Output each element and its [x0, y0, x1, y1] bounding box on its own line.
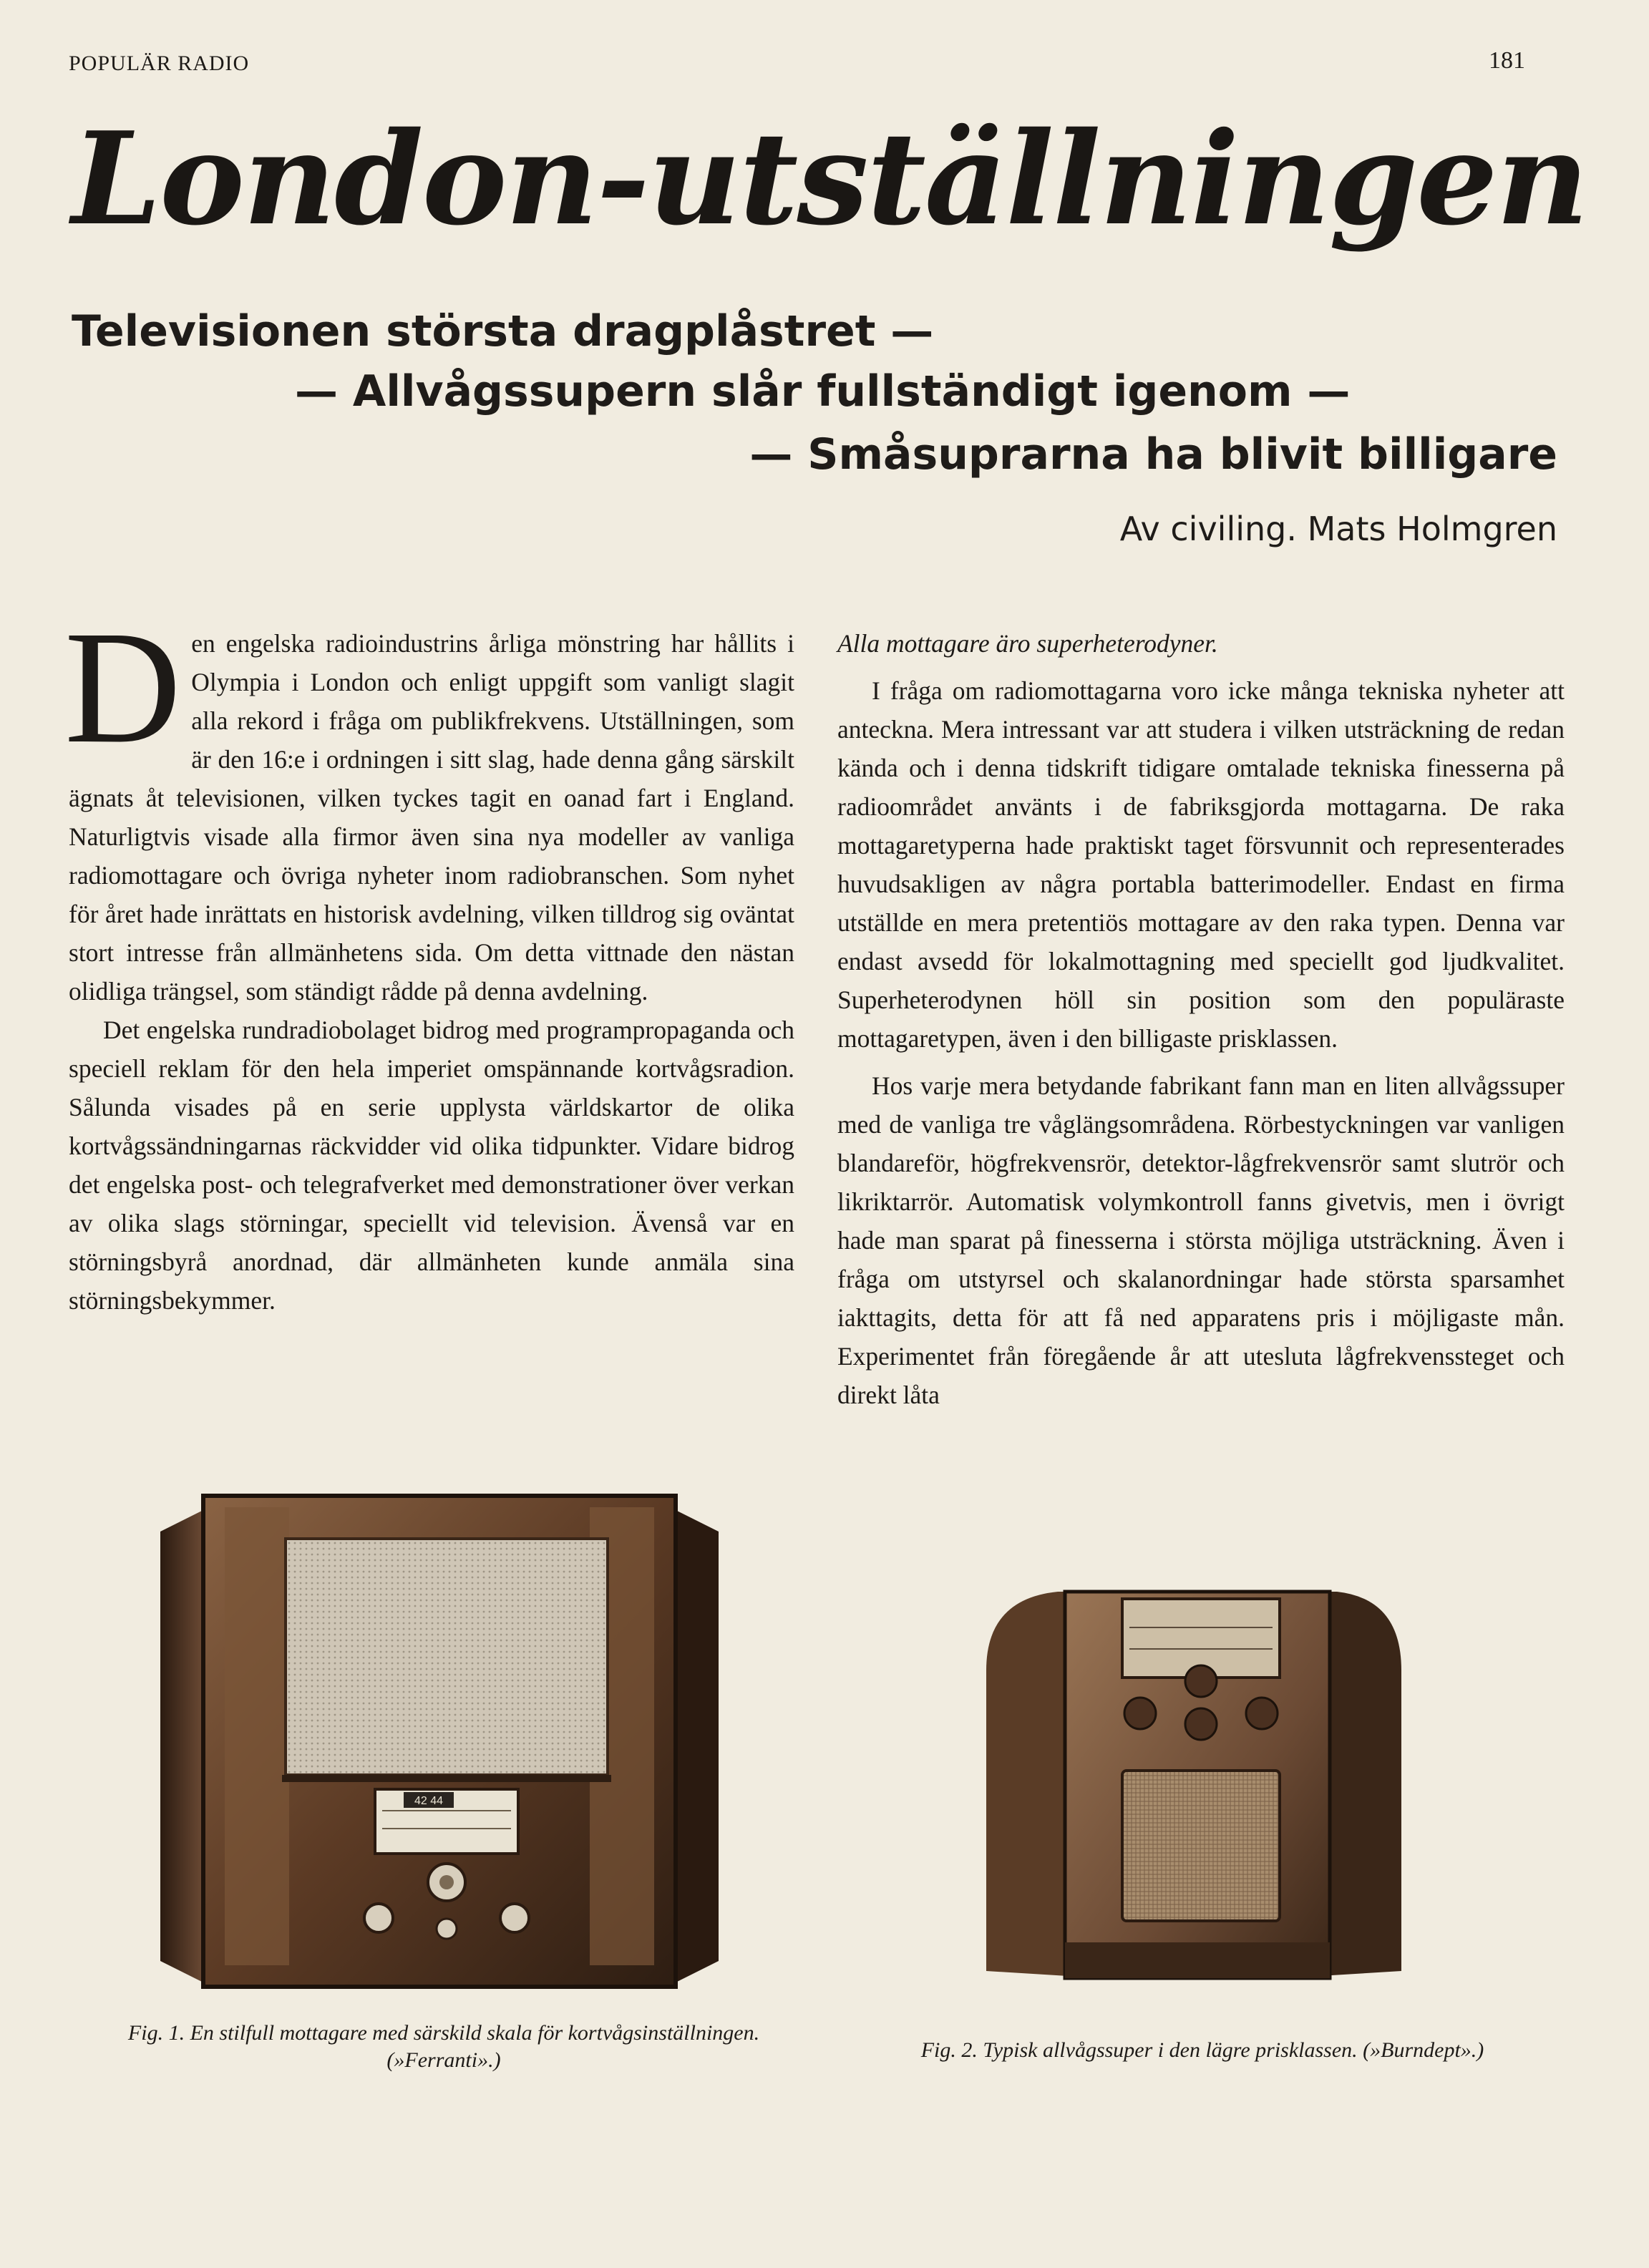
paragraph-1: [64, 598, 794, 1011]
paragraph-1-text: en engelska radioindustrins årliga mönstring har hållits i Olympia i London och enligt uppgift som vanligt slagit alla rekord i fråga om publikfrekvens. Utställningen, som är den 16:e i ordningen i sitt slag, hade denna gång särskilt ägnats åt televisionen, vilken tyckes tagit en oanad fart i England. Naturligtvis visade alla firmor även sina nya modeller av vanliga radiomottagare och övriga nyheter inom radiobranschen. Som nyhet för året hade inrättats en historisk avdelning, vilken tilldrog sig oväntat stort intresse från allmänhetens sida. Om detta vittnade den nästan olidliga trängsel, som ständigt rådde på denna avdelning.: [69, 629, 794, 1006]
paragraph-3: I fråga om radiomottagarna voro icke många tekniska nyheter att anteckna. Mera intressant var att studera i vilken utsträckning de redan kända och i denna tidskrift tidigare omtalade tekniska finesserna på radioområdet använts i de fabriksgjorda mottagarna. De raka mottagaretyperna hade praktiskt taget försvunnit och representerades huvudsakligen av några portabla batterimodeller. Endast en firma utställde en mera pretentiös mottagare av den raka typen. Denna var endast avsedd för lokalmottagning med speciellt god ljudkvalitet. Superheterodynen höll sin position som den populäraste mottagaretypen, även i den billigaste prisklassen.: [837, 676, 1565, 1053]
radio-ferranti-image: [160, 1489, 719, 1994]
magazine-name: POPULÄR RADIO: [69, 52, 250, 75]
page-number: 181: [1489, 47, 1525, 74]
paragraph-2: Det engelska rundradiobolaget bidrog med programpropaganda och speciell reklam för den hela imperiet omspännande kortvågsradion. Sålunda visades på en serie upplysta världskartor de olika kortvågssändningarnas räckvidder vid olika tidpunkter. Vidare bidrog det engelska post- och telegrafverket med demonstrationer över verkan av olika slags störningar, speciellt vid television. Ävenså var en störningsbyrå anordnad, där allmänheten kunde anmäla sina störningsbekymmer.: [69, 1016, 794, 1315]
right-column: [837, 624, 1565, 1414]
byline: Av civiling. Mats Holmgren: [1119, 510, 1557, 548]
paragraph-4: Hos varje mera betydande fabrikant fann man en liten allvågssuper med de vanliga tre våglängsområdena. Rörbestyckningen var vanligen blandareför, högfrekvensrör, detektor-lågfrekvensrör samt slutrör och likriktarrör. Automatisk volymkontroll fanns givetvis, men i övrigt hade man sparat på finesserna i största möjliga utsträckning. Även i fråga om utstyrsel och skalanordningar hade största sparsamhet iakttagits, detta för att få ned apparatens pris i möjligaste mån. Experimentet från föregående år att utesluta lågfrekvenssteget och direkt låta: [837, 1071, 1565, 1409]
radio-burndept-image: [979, 1585, 1409, 1982]
drop-cap: D: [64, 598, 182, 777]
left-column: [64, 598, 794, 1320]
subtitle-3: — Småsuprarna ha blivit billigare: [749, 429, 1557, 480]
figure-2-caption: Fig. 2. Typisk allvågssuper i den lägre prisklassen. (»Burndept».): [920, 2038, 1484, 2062]
paragraph-lead: Alla mottagare äro superheterodyner.: [837, 629, 1218, 658]
article-title: London-utställningen: [72, 104, 1587, 253]
subtitle-2: — Allvågssupern slår fullständigt igenom —: [295, 366, 1351, 417]
figure-1-caption: Fig. 1. En stilfull mottagare med särskild skala för kortvågsinställningen. (»Ferranti».): [127, 2021, 760, 2072]
subtitle-1: Televisionen största dragplåstret —: [72, 306, 934, 356]
dial-reading: 42 44: [414, 1795, 444, 1807]
